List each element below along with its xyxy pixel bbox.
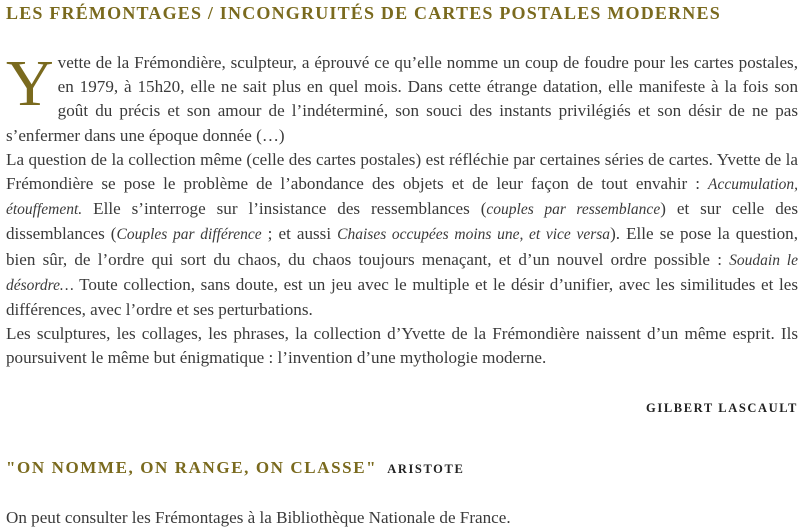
article-body <box>6 47 799 371</box>
quote-line <box>6 458 464 478</box>
text-run: ). Elle se pose la question, bien sûr, de l’ordre qui sort du chaos, du chaos toujours menaçant, et d’un nouvel ordre possible : <box>6 224 799 269</box>
quote-text: "ON NOMME, ON RANGE, ON CLASSE" <box>6 458 378 477</box>
footer-note: On peut consulter les Frémontages à la Bibliothèque Nationale de France. <box>6 508 511 527</box>
series-title-desordre: Soudain le désordre… <box>6 251 798 294</box>
paragraph-intro <box>6 47 798 148</box>
text-run: Toute collection, sans doute, est un jeu avec le multiple et le désir d’unifier, avec les similitudes et les différences, avec l’ordre et ses perturbations. <box>6 274 798 320</box>
series-title-accumulation: Accumulation, étouffement. <box>6 176 798 219</box>
text-run: ) et sur celle des dissemblances ( <box>6 199 798 244</box>
text-run: ; et aussi <box>261 224 338 244</box>
page-title: LES FRÉMONTAGES / INCONGRUITÉS DE CARTES POSTALES MODERNES <box>6 3 721 23</box>
quote-author: ARISTOTE <box>387 462 465 476</box>
series-title-ressemblance: couples par ressemblance <box>486 201 661 219</box>
series-title-difference: Couples par différence <box>116 226 262 244</box>
author-signature: GILBERT LASCAULT <box>646 401 798 415</box>
paragraph-collection <box>6 148 798 322</box>
paragraph-conclusion: Les sculptures, les collages, les phrases, la collection d’Yvette de la Frémondière naissent d’un même esprit. Ils poursuivent le même but énigmatique : l’invention d’une mythologie moderne. <box>6 324 798 368</box>
drop-cap: Y <box>6 47 54 120</box>
paragraph-intro-text: vette de la Frémondière, sculpteur, a éprouvé ce qu’elle nomme un coup de foudre pour les cartes postales, en 1979, à 15h20, elle ne sait plus en quel mois. Dans cette étrange datation, elle manifeste à la fois son goût du précis et son amour de l’indéterminé, son souci des instants privilégiés et son désir de ne pas s’enfermer dans une époque donnée (…) <box>6 53 798 145</box>
text-run: La question de la collection même (celle des cartes postales) est réfléchie par certaines séries de cartes. Yvette de la Frémondière se pose le problème de l’abondance des objets et de leur façon de tout envahir : <box>6 149 798 194</box>
text-run: Elle s’interroge sur l’insistance des ressemblances ( <box>82 199 487 219</box>
series-title-chaises: Chaises occupées moins une, et vice versa <box>337 226 611 244</box>
